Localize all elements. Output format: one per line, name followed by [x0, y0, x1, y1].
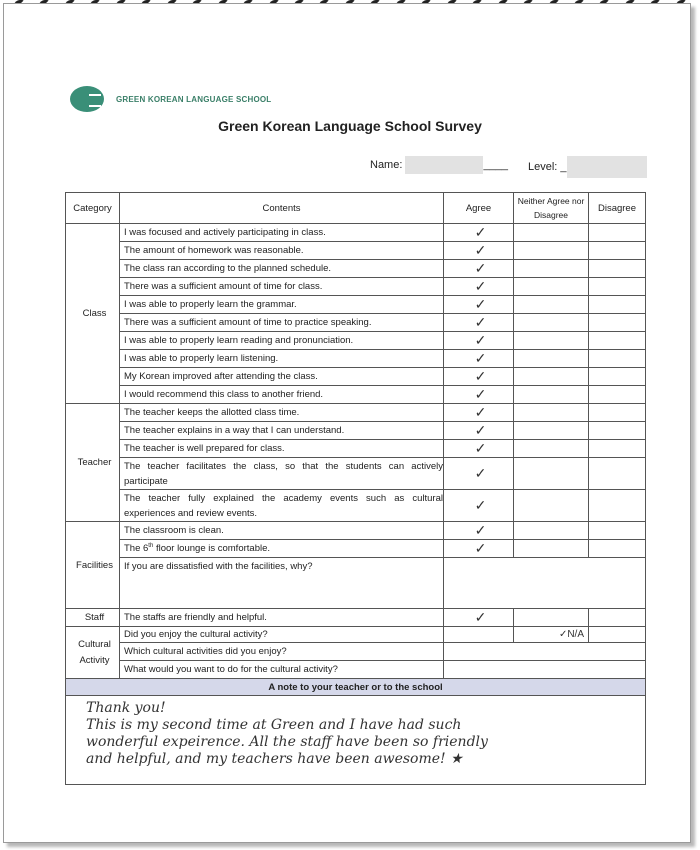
- level-label: Level:: [528, 160, 558, 173]
- table-row: The teacher keeps the allotted class time.: [120, 404, 444, 422]
- logo-icon: [70, 86, 104, 112]
- name-field: Name: ____: [370, 156, 508, 174]
- table-row: What would you want to do for the cultural activity?: [120, 661, 444, 679]
- check-icon[interactable]: ✓: [444, 609, 514, 627]
- check-icon[interactable]: ✓: [444, 332, 514, 350]
- check-icon[interactable]: ✓: [444, 224, 514, 242]
- level-redacted: [567, 156, 647, 178]
- header-category: Category: [66, 193, 120, 224]
- note-area[interactable]: [66, 696, 646, 785]
- check-icon[interactable]: ✓: [444, 540, 514, 558]
- note-line: Thank you!: [86, 700, 166, 716]
- check-icon[interactable]: ✓: [444, 314, 514, 332]
- header-disagree: Disagree: [589, 193, 646, 224]
- check-icon[interactable]: ✓: [444, 522, 514, 540]
- table-row: Which cultural activities did you enjoy?: [120, 643, 444, 661]
- facilities-answer[interactable]: [444, 558, 646, 609]
- category-teacher: Teacher: [66, 404, 120, 522]
- name-label: Name:: [370, 158, 403, 171]
- check-icon[interactable]: ✓: [444, 440, 514, 458]
- table-row: Did you enjoy the cultural activity?: [120, 627, 444, 643]
- note-line: and helpful, and my teachers have been awesome! ★: [86, 751, 463, 767]
- check-icon[interactable]: ✓: [444, 404, 514, 422]
- check-icon[interactable]: ✓: [444, 296, 514, 314]
- table-row: The teacher facilitates the class, so that the students can actively participate: [120, 458, 444, 490]
- survey-table: [65, 192, 646, 785]
- category-staff: Staff: [66, 609, 120, 627]
- table-row: The class ran according to the planned schedule.: [120, 260, 444, 278]
- note-line: This is my second time at Green and I have had such: [86, 717, 462, 733]
- check-icon[interactable]: ✓: [444, 422, 514, 440]
- check-icon[interactable]: ✓: [444, 278, 514, 296]
- facilities-question: If you are dissatisfied with the facilities, why?: [120, 558, 444, 609]
- name-redacted: [405, 156, 483, 174]
- table-row: The teacher explains in a way that I can understand.: [120, 422, 444, 440]
- table-row: The amount of homework was reasonable.: [120, 242, 444, 260]
- table-row: The teacher fully explained the academy events such as cultural experiences and review events.: [120, 490, 444, 522]
- cultural-answer-1[interactable]: [444, 643, 646, 661]
- table-row: I was focused and actively participating in class.: [120, 224, 444, 242]
- check-icon[interactable]: ✓: [444, 490, 514, 522]
- page-title: Green Korean Language School Survey: [218, 118, 482, 134]
- table-row: There was a sufficient amount of time to practice speaking.: [120, 314, 444, 332]
- check-icon[interactable]: ✓: [444, 368, 514, 386]
- level-field: Level: _: [528, 156, 647, 178]
- table-row: I was able to properly learn reading and pronunciation.: [120, 332, 444, 350]
- table-row: The classroom is clean.: [120, 522, 444, 540]
- table-row: I would recommend this class to another friend.: [120, 386, 444, 404]
- category-facilities: Facilities: [66, 522, 120, 609]
- table-row: The teacher is well prepared for class.: [120, 440, 444, 458]
- table-row: I was able to properly learn listening.: [120, 350, 444, 368]
- cultural-answer-2[interactable]: [444, 661, 646, 679]
- header-agree: Agree: [444, 193, 514, 224]
- table-row: My Korean improved after attending the class.: [120, 368, 444, 386]
- table-row: I was able to properly learn the grammar.: [120, 296, 444, 314]
- handwritten-note: [66, 696, 645, 768]
- header-contents: Contents: [120, 193, 444, 224]
- table-row: The staffs are friendly and helpful.: [120, 609, 444, 627]
- note-line: wonderful expeirence. All the staff have been so friendly: [86, 734, 488, 750]
- school-logo: [70, 86, 271, 112]
- category-class: Class: [66, 224, 120, 404]
- check-icon[interactable]: ✓: [444, 350, 514, 368]
- check-icon[interactable]: ✓: [444, 458, 514, 490]
- category-cultural: Cultural Activity: [66, 627, 120, 679]
- check-icon[interactable]: ✓: [444, 242, 514, 260]
- note-header: A note to your teacher or to the school: [66, 679, 646, 696]
- check-icon[interactable]: ✓: [444, 260, 514, 278]
- star-icon: ★: [450, 751, 463, 767]
- header-neither: Neither Agree nor Disagree: [514, 193, 589, 224]
- table-row: The 6th floor lounge is comfortable.: [120, 540, 444, 558]
- check-icon[interactable]: ✓: [444, 386, 514, 404]
- na-mark[interactable]: ✓N/A: [514, 627, 589, 643]
- table-row: There was a sufficient amount of time for class.: [120, 278, 444, 296]
- logo-text: GREEN KOREAN LANGUAGE SCHOOL: [116, 94, 272, 104]
